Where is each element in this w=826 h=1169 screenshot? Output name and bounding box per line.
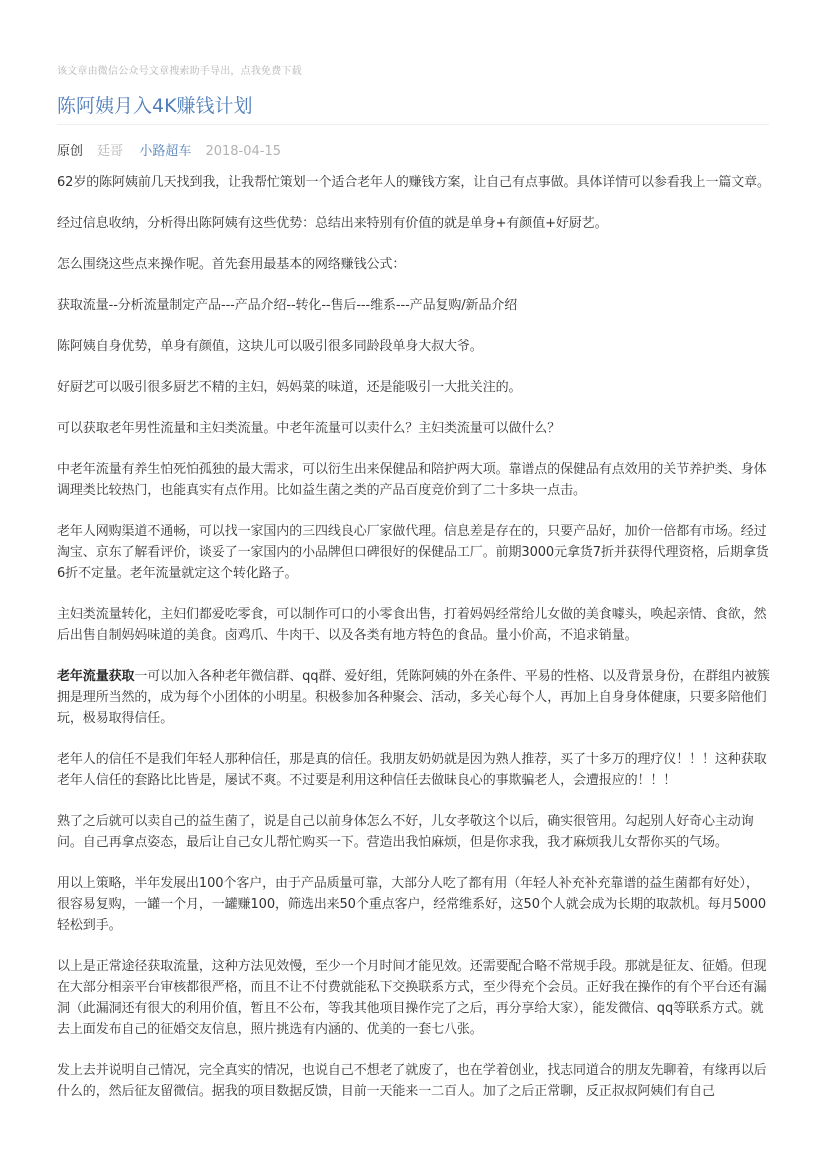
- paragraph: 老年人的信任不是我们年轻人那种信任，那是真的信任。我朋友奶奶就是因为熟人推荐，买了十多万的理疗仪！！！这种获取老年人信任的套路比比皆是，屡试不爽。不过要是利用这种信任去做昧良心的事欺骗老人，会遭报应的！！！: [57, 752, 767, 788]
- paragraph-text: 一可以加入各种老年微信群、qq群、爱好组，凭陈阿姨的外在条件、平易的性格、以及背景身份，在群组内被簇拥是理所当然的，成为每个小团体的小明星。积极参加各种聚会、活动，多关心每个人，再加上自身身体健康，只要多陪他们玩，极易取得信任。: [57, 669, 770, 726]
- paragraph: 用以上策略，半年发展出100个客户，由于产品质量可靠，大部分人吃了都有用（年轻人补充补充靠谱的益生菌都有好处），很容易复购，一罐一个月，一罐赚100，筛选出来50个重点客户，经常维系好，这50个人就会成为长期的取款机。每月5000轻松到手。: [57, 876, 767, 933]
- paragraph: 怎么围绕这些点来操作呢。首先套用最基本的网络赚钱公式：: [57, 257, 406, 272]
- paragraph: 可以获取老年男性流量和主妇类流量。中老年流量可以卖什么？主妇类流量可以做什么？: [57, 421, 561, 436]
- paragraph: 主妇类流量转化，主妇们都爱吃零食，可以制作可口的小零食出售，打着妈妈经常给儿女做的美食噱头，唤起亲情、食欲，然后出售自制妈妈味道的美食。卤鸡爪、牛肉干、以及各类有地方特色的食品。量小价高，不追求销量。: [57, 607, 767, 643]
- publish-date: 2018-04-15: [205, 144, 282, 159]
- paragraph: 老年人网购渠道不通畅，可以找一家国内的三四线良心厂家做代理。信息差是存在的，只要产品好，加价一倍都有市场。经过淘宝、京东了解看评价，谈妥了一家国内的小品牌但口碑很好的保健品工厂。前期3000元拿货7折并获得代理资格，后期拿货6折不定量。老年流量就定这个转化路子。: [57, 524, 769, 581]
- author-name: 廷哥: [97, 144, 124, 159]
- paragraph: 陈阿姨自身优势，单身有颜值，这块儿可以吸引很多同龄段单身大叔大爷。: [57, 339, 483, 354]
- paragraph: 62岁的陈阿姨前几天找到我，让我帮忙策划一个适合老年人的赚钱方案，让自己有点事做。具体详情可以参看我上一篇文章。: [57, 175, 770, 190]
- paragraph: 以上是正常途径获取流量，这种方法见效慢，至少一个月时间才能见效。还需要配合略不常规手段。那就是征友、征婚。但现在大部分相亲平台审核都很严格，而且不让不付费就能私下交换联系方式，至少得充个会员。正好我在操作的有个平台还有漏洞（此漏洞还有很大的利用价值，暂且不公布，等我其他项目操作完了之后，再分享给大家），能发微信、qq等联系方式。就去上面发布自己的征婚交友信息，照片挑选有内涵的、优美的一套七八张。: [57, 959, 767, 1037]
- paragraph: 发上去并说明自己情况，完全真实的情况，也说自己不想老了就废了，也在学着创业，找志同道合的朋友先聊着，有缘再以后什么的，然后征友留微信。据我的项目数据反馈，目前一天能来一二百人。加了之后正常聊，反正叔叔阿姨们有自己: [57, 1063, 767, 1099]
- paragraph: 中老年流量有养生怕死怕孤独的最大需求，可以衍生出来保健品和陪护两大项。靠谱点的保健品有点效用的关节养护类、身体调理类比较热门，也能真实有点作用。比如益生菌之类的产品百度竞价到了二十多块一点击。: [57, 462, 767, 498]
- paragraph: 好厨艺可以吸引很多厨艺不精的主妇，妈妈菜的味道，还是能吸引一大批关注的。: [57, 380, 522, 395]
- export-notice-link[interactable]: 该文章由微信公众号文章搜索助手导出，点我免费下载: [57, 66, 302, 77]
- paragraph: 经过信息收纳，分析得出陈阿姨有这些优势：总结出来特别有价值的就是单身+有颜值+好厨艺。: [57, 216, 608, 231]
- account-link[interactable]: 小路超车: [139, 144, 192, 159]
- title-divider: [57, 124, 769, 125]
- article-meta: [57, 140, 291, 159]
- paragraph-traffic: [57, 666, 770, 729]
- paragraph: 获取流量--分析流量制定产品---产品介绍--转化--售后---维系---产品复购/新品介绍: [57, 298, 518, 313]
- article-title: 陈阿姨月入4K赚钱计划: [57, 95, 253, 117]
- bold-lead: 老年流量获取: [57, 669, 135, 684]
- paragraph: 熟了之后就可以卖自己的益生菌了，说是自己以前身体怎么不好，儿女孝敬这个以后，确实很管用。勾起别人好奇心主动询问。自己再拿点姿态，最后让自己女儿帮忙购买一下。营造出我怕麻烦，但是你求我，我才麻烦我儿女帮你买的气场。: [57, 814, 754, 850]
- article-body: [57, 172, 770, 1122]
- original-tag: 原创: [57, 144, 84, 159]
